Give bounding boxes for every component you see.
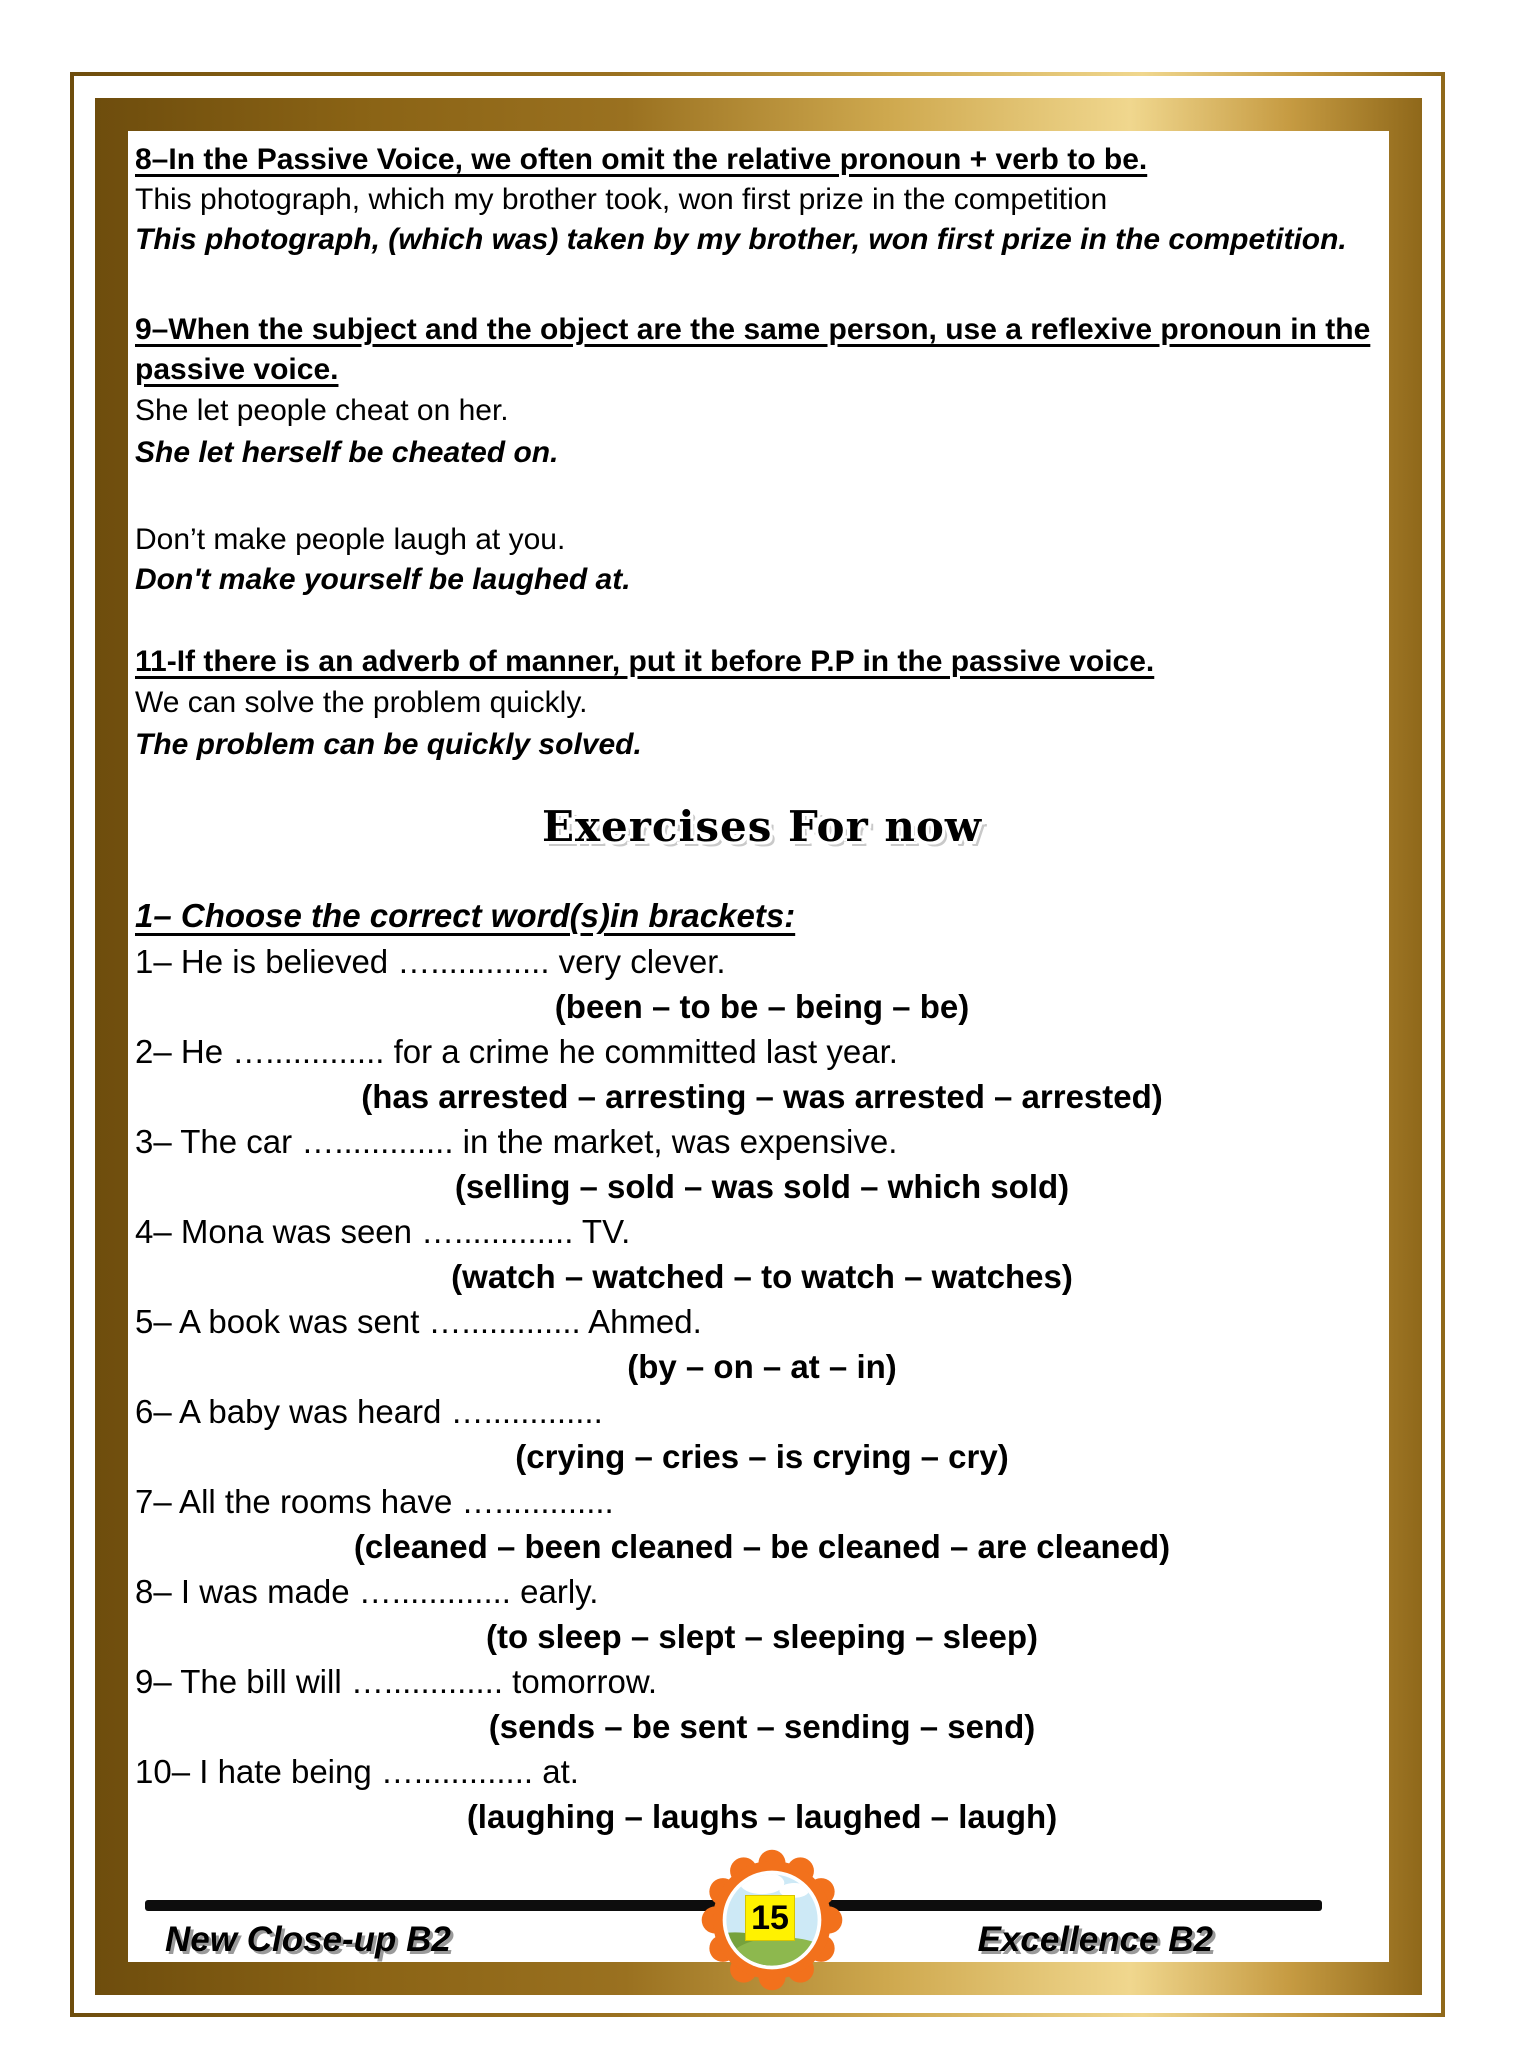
rule9-example1-active: She let people cheat on her.: [135, 394, 509, 427]
rule8-passive-example: This photograph, (which was) taken by my brother, won first prize in the competition.: [135, 223, 1347, 256]
question-8: 8– I was made …............. early.: [135, 1573, 599, 1610]
rule8-heading: 8–In the Passive Voice, we often omit the relative pronoun + verb to be.: [135, 143, 1148, 176]
options-8: (to sleep – slept – sleeping – sleep): [485, 1618, 1039, 1655]
page-number-badge: [698, 1846, 846, 1994]
question-6: 6– A baby was heard ….............: [135, 1393, 603, 1430]
page-number: 15: [745, 1895, 795, 1941]
spacer: [135, 766, 1389, 799]
options-10: (laughing – laughs – laughed – laugh): [466, 1798, 1058, 1835]
rule9-heading: 9–When the subject and the object are the same person, use a reflexive pronoun in the passive voice.: [135, 313, 1371, 386]
question-4: 4– Mona was seen …............. TV.: [135, 1213, 631, 1250]
spacer: [135, 600, 1389, 642]
question-1: 1– He is believed …............. very clever.: [135, 943, 726, 980]
options-9: (sends – be sent – sending – send): [488, 1708, 1036, 1745]
options-2: (has arrested – arresting – was arrested – arrested): [361, 1078, 1163, 1115]
spacer: [135, 260, 1389, 310]
options-4: (watch – watched – to watch – watches): [451, 1258, 1073, 1295]
question-7: 7– All the rooms have ….............: [135, 1483, 614, 1520]
question-9: 9– The bill will …............. tomorrow.: [135, 1663, 658, 1700]
rule11-active-example: We can solve the problem quickly.: [135, 686, 588, 719]
options-7: (cleaned – been cleaned – be cleaned – are cleaned): [353, 1528, 1171, 1565]
question-5: 5– A book was sent …............. Ahmed.: [135, 1303, 702, 1340]
footer-book-title-left: New Close-up B2: [165, 1920, 451, 1959]
options-6: (crying – cries – is crying – cry): [515, 1438, 1009, 1475]
options-5: (by – on – at – in): [627, 1348, 897, 1385]
rule8-active-example: This photograph, which my brother took, won first prize in the competition: [135, 183, 1108, 216]
rule11-passive-example: The problem can be quickly solved.: [135, 728, 642, 761]
options-1: (been – to be – being – be): [554, 988, 970, 1025]
spacer: [135, 474, 1389, 520]
exercise-title: 1– Choose the correct word(s)in brackets:: [135, 897, 796, 934]
rule9-example1-passive: She let herself be cheated on.: [135, 436, 559, 469]
footer-book-title-right: Excellence B2: [977, 1920, 1213, 1959]
rule9-example2-passive: Don't make yourself be laughed at.: [135, 563, 631, 596]
content-area: [135, 131, 1389, 1839]
rule9-example2-active: Don’t make people laugh at you.: [135, 523, 566, 556]
question-10: 10– I hate being …............. at.: [135, 1753, 579, 1790]
options-3: (selling – sold – was sold – which sold): [454, 1168, 1070, 1205]
exercise-list: [135, 939, 1389, 1839]
question-3: 3– The car …............. in the market, was expensive.: [135, 1123, 898, 1160]
exercises-heading: Exercises For now: [541, 802, 983, 851]
rule11-heading: 11-If there is an adverb of manner, put it before P.P in the passive voice.: [135, 645, 1155, 678]
spacer: [135, 855, 1389, 893]
question-2: 2– He …............. for a crime he committed last year.: [135, 1033, 898, 1070]
